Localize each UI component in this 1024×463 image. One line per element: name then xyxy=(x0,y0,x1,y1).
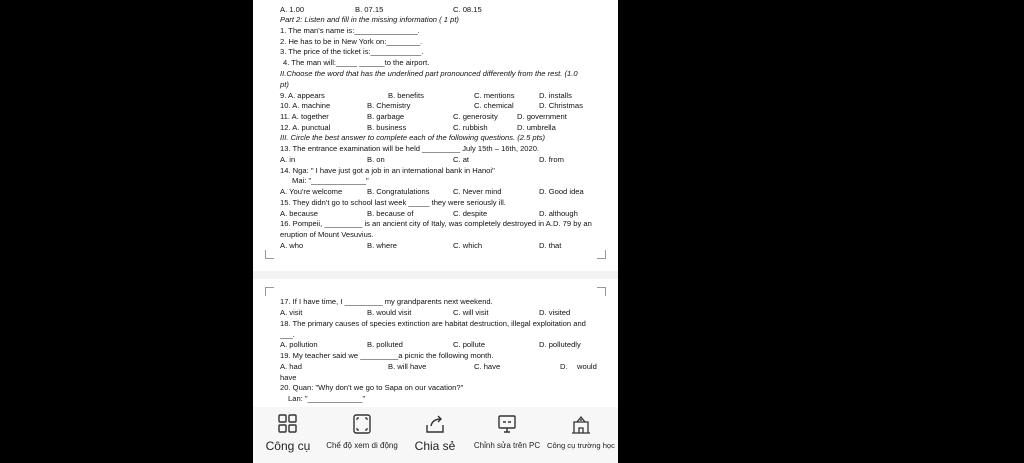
text-line: D. Good idea xyxy=(539,187,584,196)
text-line: 13. The entrance examination will be held _________ July 15th – 16th, 2020. xyxy=(280,144,540,153)
text-line: C. which xyxy=(453,241,483,250)
text-line: D. from xyxy=(539,155,564,164)
text-line: 12. A. punctual xyxy=(280,123,331,132)
text-line: B. benefits xyxy=(388,91,424,100)
school-tools-button[interactable] xyxy=(546,407,616,463)
text-line: A. pollution xyxy=(280,340,318,349)
edit-on-pc-icon xyxy=(496,413,518,435)
document-page-1 xyxy=(253,0,618,271)
document-page-2 xyxy=(253,279,618,407)
text-line: D. that xyxy=(539,241,562,250)
text-line: have xyxy=(280,373,297,382)
text-line: 14. Nga: " I have just got a job in an international bank in Hanoi" xyxy=(280,166,495,175)
text-line: II.Choose the word that has the underlined part pronounced differently from the rest. (1.0 xyxy=(280,69,578,78)
text-line: B. Congratulations xyxy=(367,187,430,196)
tools-button[interactable] xyxy=(259,407,317,463)
text-line: 2. He has to be in New York on:________. xyxy=(280,37,423,46)
text-line: B. would visit xyxy=(367,308,412,317)
text-line: Mai: "_____________" xyxy=(292,176,369,185)
text-line: C. chemical xyxy=(474,101,514,110)
text-line: D. installs xyxy=(539,91,572,100)
text-line: C. rubbish xyxy=(453,123,488,132)
text-line: would xyxy=(577,362,597,371)
page-corner-mark xyxy=(265,250,274,259)
text-line: C. mentions xyxy=(474,91,515,100)
text-line: A. because xyxy=(280,209,318,218)
text-line: ___. xyxy=(280,330,295,339)
text-line: 1. The man's name is:_______________. xyxy=(280,26,420,35)
text-line: 10. A. machine xyxy=(280,101,331,110)
text-line: D. visited xyxy=(539,308,571,317)
text-line: pt) xyxy=(280,80,289,89)
mobile-view-label: Chế độ xem di động xyxy=(326,441,398,450)
text-line: B. garbage xyxy=(367,112,405,121)
text-line: B. business xyxy=(367,123,407,132)
tools-label: Công cụ xyxy=(265,439,311,453)
bottom-toolbar xyxy=(253,407,618,463)
text-line: D. xyxy=(560,362,568,371)
text-line: 16. Pompeii, _________ is an ancient city of Italy, was completely destroyed in A.D. 79 by an xyxy=(280,219,592,228)
page-corner-mark xyxy=(597,250,606,259)
text-line: Part 2: Listen and fill in the missing information ( 1 pt) xyxy=(280,15,459,24)
text-line: 11. A. together xyxy=(280,112,329,121)
text-line: A. visit xyxy=(280,308,303,317)
text-line: A. in xyxy=(280,155,296,164)
school-tools-label: Công cụ trường học xyxy=(547,441,615,450)
text-line: Lan: "_____________" xyxy=(288,394,366,403)
mobile-view-button[interactable] xyxy=(325,407,399,463)
text-line: B. where xyxy=(367,241,397,250)
text-line: 3. The price of the ticket is:____________. xyxy=(280,47,424,56)
text-line: 15. They didn't go to school last week _____ they were seriously ill. xyxy=(280,198,506,207)
text-line: 20. Quan: "Why don't we go to Sapa on our vacation?" xyxy=(280,383,464,392)
text-line: A. You're welcome xyxy=(280,187,343,196)
text-line: D. although xyxy=(539,209,578,218)
text-line: 18. The primary causes of species extinction are habitat destruction, illegal exploitation and xyxy=(280,319,586,328)
text-line: B. on xyxy=(367,155,385,164)
edit-on-pc-button[interactable] xyxy=(471,407,543,463)
text-line: C. generosity xyxy=(453,112,498,121)
document-viewer[interactable] xyxy=(253,0,618,463)
text-line: A. had xyxy=(280,362,302,371)
text-line: eruption of Mount Vesuvius. xyxy=(280,230,374,239)
text-line: III. Circle the best answer to complete each of the following questions. (2.5 pts) xyxy=(280,133,546,142)
text-line: B. will have xyxy=(388,362,427,371)
text-line: 4. The man will:_____ ______to the airport. xyxy=(283,58,430,67)
text-line: C. 08.15 xyxy=(453,5,482,14)
share-button[interactable] xyxy=(405,407,465,463)
text-line: B. Chemistry xyxy=(367,101,411,110)
page-corner-mark xyxy=(265,287,274,296)
text-line: C. have xyxy=(474,362,501,371)
tools-grid-icon xyxy=(277,413,299,435)
text-line: D. government xyxy=(517,112,567,121)
share-icon xyxy=(424,413,446,435)
text-line: D. pollutedly xyxy=(539,340,581,349)
text-line: C. despite xyxy=(453,209,488,218)
text-line: D. Christmas xyxy=(539,101,583,110)
text-line: C. pollute xyxy=(453,340,486,349)
text-line: 19. My teacher said we _________a picnic the following month. xyxy=(280,351,494,360)
mobile-view-icon xyxy=(351,413,373,435)
text-line: A. 1.00 xyxy=(280,5,305,14)
edit-on-pc-label: Chỉnh sửa trên PC xyxy=(473,441,541,450)
text-line: 17. If I have time, I _________ my grandparents next weekend. xyxy=(280,297,493,306)
text-line: B. 07.15 xyxy=(355,5,384,14)
share-label: Chia sẻ xyxy=(414,439,456,453)
text-line: C. Never mind xyxy=(453,187,502,196)
text-line: 9. A. appears xyxy=(280,91,325,100)
school-icon xyxy=(570,413,592,435)
text-line: A. who xyxy=(280,241,304,250)
page-corner-mark xyxy=(597,287,606,296)
text-line: C. at xyxy=(453,155,470,164)
text-line: B. polluted xyxy=(367,340,403,349)
text-line: D. umbrella xyxy=(517,123,556,132)
text-line: B. because of xyxy=(367,209,414,218)
text-line: C. will visit xyxy=(453,308,489,317)
